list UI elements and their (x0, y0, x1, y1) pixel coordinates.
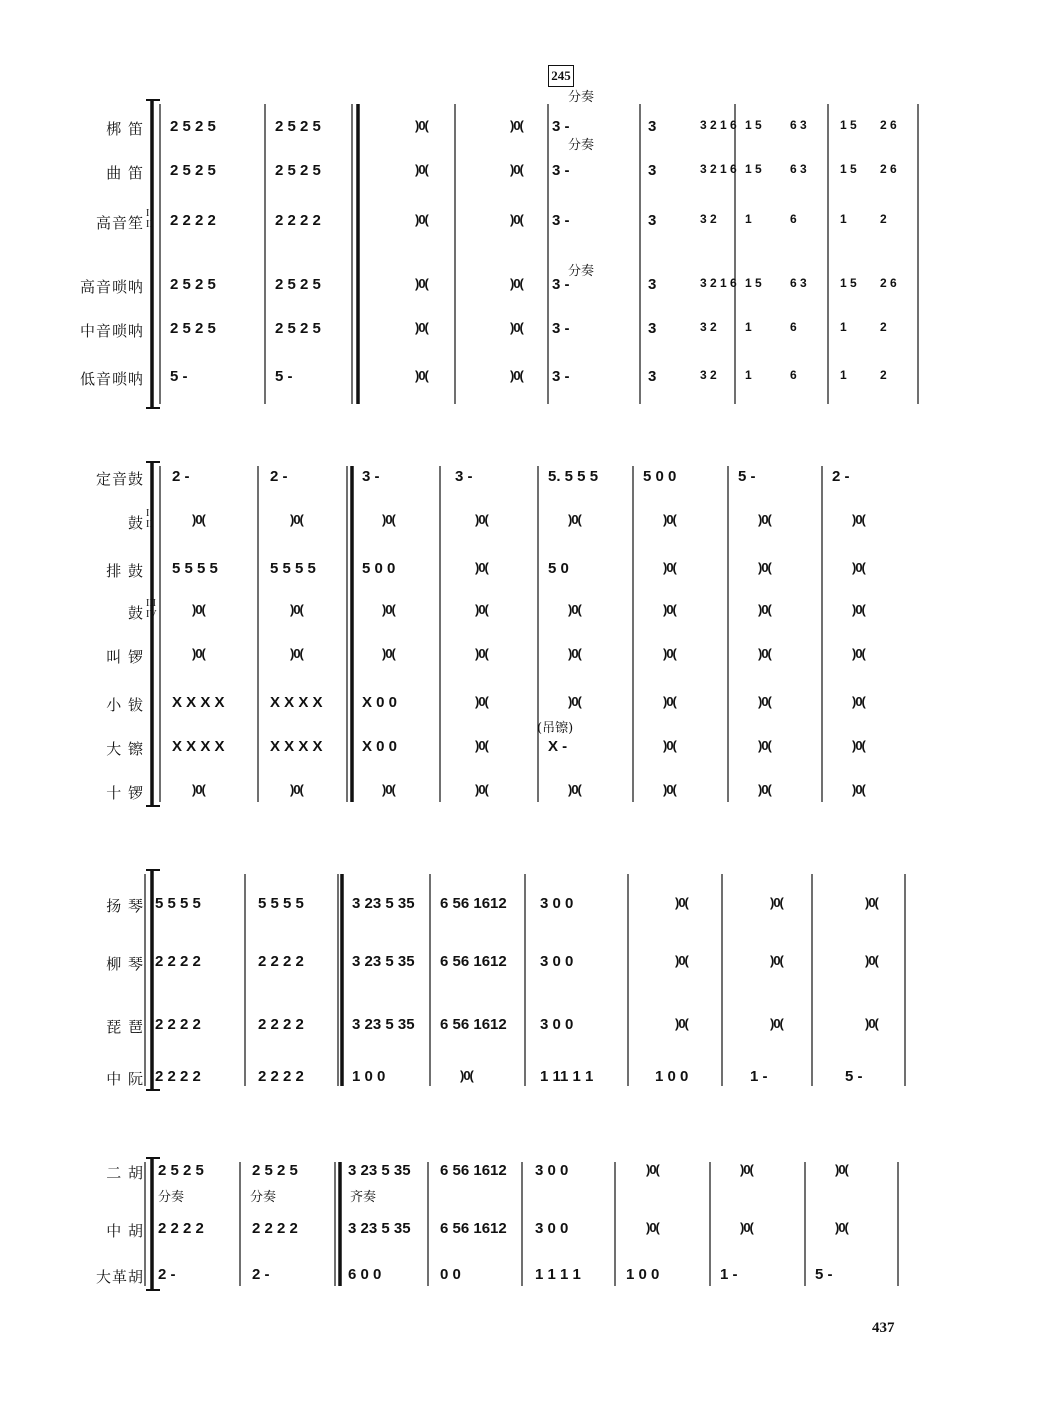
note-cell: 3 2 1 6 (700, 118, 737, 132)
instrument-part-number: I II (146, 508, 153, 530)
note-cell: 2 - (252, 1266, 270, 1283)
cymbal-marking: (吊镲) (537, 721, 574, 736)
note-cell: 3 0 0 (540, 895, 574, 912)
measure-rest: )0( (663, 560, 676, 575)
instrument-name: 梆 笛 (106, 120, 144, 138)
note-cell: 6 56 1612 (440, 1016, 507, 1033)
note-cell: 2 2 2 2 (158, 1220, 204, 1237)
measure-rest: )0( (510, 276, 523, 291)
note-cell: 3 23 5 35 (352, 1016, 415, 1033)
note-cell: 2 2 2 2 (155, 953, 201, 970)
note-cell: 3 (648, 118, 657, 135)
measure-rest: )0( (852, 512, 865, 527)
instrument-name: 排 鼓 (106, 562, 144, 580)
measure-rest: )0( (510, 320, 523, 335)
note-cell: 3 2 (700, 368, 717, 382)
measure-rest: )0( (415, 162, 428, 177)
measure-rest: )0( (835, 1162, 848, 1177)
note-cell: 3 - (455, 468, 473, 485)
measure-rest: )0( (568, 646, 581, 661)
measure-rest: )0( (382, 602, 395, 617)
measure-rest: )0( (475, 560, 488, 575)
measure-rest: )0( (865, 895, 878, 910)
note-cell: 2 5 2 5 (275, 276, 321, 293)
note-cell: 2 - (158, 1266, 176, 1283)
note-cell: 2 5 2 5 (170, 162, 216, 179)
note-cell: 6 3 (790, 276, 807, 290)
instrument-name: 定音鼓 (95, 470, 144, 488)
note-cell: 1 (745, 212, 752, 226)
rehearsal-mark: 245 (548, 65, 574, 87)
measure-rest: )0( (663, 512, 676, 527)
measure-rest: )0( (758, 694, 771, 709)
note-cell: 1 5 (745, 162, 762, 176)
divisi-marking: 分奏 (250, 1190, 277, 1205)
measure-rest: )0( (568, 694, 581, 709)
measure-rest: )0( (663, 782, 676, 797)
note-cell: 1 (840, 368, 847, 382)
note-cell: 3 2 1 6 (700, 162, 737, 176)
note-cell: 3 0 0 (535, 1162, 569, 1179)
note-cell: 3 - (552, 212, 570, 229)
note-cell: 6 56 1612 (440, 895, 507, 912)
note-cell: 3 2 (700, 212, 717, 226)
note-cell: 6 (790, 212, 797, 226)
note-cell: 1 5 (840, 118, 857, 132)
measure-rest: )0( (663, 694, 676, 709)
note-cell: 5 5 5 5 (270, 560, 316, 577)
note-cell: 6 (790, 368, 797, 382)
measure-rest: )0( (290, 782, 303, 797)
divisi-marking: 分奏 (158, 1190, 185, 1205)
measure-rest: )0( (865, 953, 878, 968)
measure-rest: )0( (415, 212, 428, 227)
note-cell: 3 (648, 368, 657, 385)
measure-rest: )0( (415, 368, 428, 383)
note-cell: 5. 5 5 5 (548, 468, 599, 485)
note-cell: 3 (648, 162, 657, 179)
measure-rest: )0( (740, 1162, 753, 1177)
note-cell: 1 5 (745, 276, 762, 290)
measure-rest: )0( (852, 782, 865, 797)
instrument-name: 中音唢呐 (79, 322, 144, 340)
page-number: 437 (872, 1320, 895, 1336)
note-cell: 2 6 (880, 118, 897, 132)
measure-rest: )0( (382, 646, 395, 661)
note-cell: X X X X (172, 738, 225, 755)
note-cell: 2 5 2 5 (275, 320, 321, 337)
divisi-marking: 分奏 (568, 90, 595, 105)
note-cell: 2 2 2 2 (258, 953, 304, 970)
instrument-name: 琵 琶 (106, 1018, 144, 1036)
instrument-name: 二 胡 (106, 1164, 144, 1182)
measure-rest: )0( (740, 1220, 753, 1235)
measure-rest: )0( (758, 738, 771, 753)
measure-rest: )0( (852, 560, 865, 575)
instrument-name: 低音唢呐 (79, 370, 144, 388)
measure-rest: )0( (663, 602, 676, 617)
measure-rest: )0( (758, 646, 771, 661)
note-cell: 2 5 2 5 (252, 1162, 298, 1179)
measure-rest: )0( (475, 738, 488, 753)
note-cell: 3 (648, 320, 657, 337)
measure-rest: )0( (510, 212, 523, 227)
note-cell: 2 5 2 5 (170, 276, 216, 293)
note-cell: 2 (880, 212, 887, 226)
measure-rest: )0( (475, 782, 488, 797)
note-cell: 2 - (270, 468, 288, 485)
note-cell: 2 6 (880, 162, 897, 176)
note-cell: 5 0 (548, 560, 569, 577)
measure-rest: )0( (852, 646, 865, 661)
measure-rest: )0( (290, 602, 303, 617)
note-cell: 3 23 5 35 (352, 895, 415, 912)
note-cell: 6 3 (790, 162, 807, 176)
note-cell: 1 (840, 212, 847, 226)
instrument-name: 鼓 (127, 514, 144, 532)
instrument-name: 高音唢呐 (79, 278, 144, 296)
measure-rest: )0( (382, 782, 395, 797)
note-cell: 1 (745, 320, 752, 334)
instrument-name: 大革胡 (95, 1268, 144, 1286)
measure-rest: )0( (646, 1162, 659, 1177)
note-cell: 3 - (362, 468, 380, 485)
note-cell: 1 5 (840, 276, 857, 290)
measure-rest: )0( (835, 1220, 848, 1235)
note-cell: 3 2 (700, 320, 717, 334)
measure-rest: )0( (382, 512, 395, 527)
instrument-name: 大 镲 (106, 740, 144, 758)
note-cell: 2 6 (880, 276, 897, 290)
note-cell: 3 - (552, 276, 570, 293)
instrument-part-number: I II (146, 208, 153, 230)
measure-rest: )0( (192, 646, 205, 661)
instrument-name: 中 阮 (106, 1070, 144, 1088)
measure-rest: )0( (663, 738, 676, 753)
note-cell: 2 2 2 2 (155, 1068, 201, 1085)
unison-marking: 齐奏 (350, 1190, 377, 1205)
note-cell: 3 0 0 (540, 953, 574, 970)
note-cell: 5 - (275, 368, 293, 385)
note-cell: 1 5 (840, 162, 857, 176)
note-cell: X X X X (270, 738, 323, 755)
instrument-name: 十 锣 (106, 784, 144, 802)
note-cell: 2 5 2 5 (170, 118, 216, 135)
note-cell: X X X X (172, 694, 225, 711)
instrument-name: 曲 笛 (106, 164, 144, 182)
note-cell: 3 - (552, 162, 570, 179)
note-cell: X - (548, 738, 568, 755)
instrument-name: 小 钹 (106, 696, 144, 714)
note-cell: 1 1 1 1 (535, 1266, 581, 1283)
measure-rest: )0( (510, 162, 523, 177)
instrument-name: 鼓 (127, 604, 144, 622)
note-cell: 6 56 1612 (440, 1220, 507, 1237)
measure-rest: )0( (510, 118, 523, 133)
note-cell: 0 0 (440, 1266, 461, 1283)
note-cell: 5 - (845, 1068, 863, 1085)
note-cell: 5 0 0 (643, 468, 677, 485)
note-cell: X X X X (270, 694, 323, 711)
measure-rest: )0( (290, 512, 303, 527)
note-cell: 6 56 1612 (440, 953, 507, 970)
note-cell: 1 0 0 (352, 1068, 386, 1085)
note-cell: 2 - (172, 468, 190, 485)
measure-rest: )0( (646, 1220, 659, 1235)
note-cell: 2 (880, 368, 887, 382)
measure-rest: )0( (192, 512, 205, 527)
note-cell: 3 - (552, 368, 570, 385)
measure-rest: )0( (568, 512, 581, 527)
note-cell: 5 - (815, 1266, 833, 1283)
note-cell: 6 3 (790, 118, 807, 132)
note-cell: X 0 0 (362, 738, 398, 755)
instrument-name: 扬 琴 (106, 897, 144, 915)
note-cell: 5 - (738, 468, 756, 485)
note-cell: 6 (790, 320, 797, 334)
measure-rest: )0( (290, 646, 303, 661)
divisi-marking: 分奏 (568, 138, 595, 153)
note-cell: 1 0 0 (626, 1266, 660, 1283)
note-cell: 1 (745, 368, 752, 382)
note-cell: 3 - (552, 118, 570, 135)
note-cell: 1 - (720, 1266, 738, 1283)
measure-rest: )0( (475, 602, 488, 617)
note-cell: 6 0 0 (348, 1266, 382, 1283)
measure-rest: )0( (852, 694, 865, 709)
measure-rest: )0( (475, 512, 488, 527)
instrument-name: 柳 琴 (106, 955, 144, 973)
instrument-name: 叫 锣 (106, 648, 144, 666)
note-cell: 2 - (832, 468, 850, 485)
measure-rest: )0( (460, 1068, 473, 1083)
note-cell: 1 5 (745, 118, 762, 132)
measure-rest: )0( (415, 118, 428, 133)
note-cell: 3 23 5 35 (348, 1220, 411, 1237)
instrument-name: 中 胡 (106, 1222, 144, 1240)
measure-rest: )0( (675, 953, 688, 968)
measure-rest: )0( (675, 895, 688, 910)
note-cell: 1 (840, 320, 847, 334)
instrument-name: 高音笙 (95, 214, 144, 232)
note-cell: 1 - (750, 1068, 768, 1085)
measure-rest: )0( (852, 738, 865, 753)
note-cell: X 0 0 (362, 694, 398, 711)
note-cell: 6 56 1612 (440, 1162, 507, 1179)
measure-rest: )0( (758, 782, 771, 797)
measure-rest: )0( (568, 602, 581, 617)
note-cell: 2 2 2 2 (170, 212, 216, 229)
note-cell: 1 11 1 1 (540, 1068, 594, 1085)
note-cell: 1 0 0 (655, 1068, 689, 1085)
measure-rest: )0( (770, 1016, 783, 1031)
measure-rest: )0( (758, 512, 771, 527)
note-cell: 5 - (170, 368, 188, 385)
note-cell: 3 23 5 35 (348, 1162, 411, 1179)
measure-rest: )0( (770, 953, 783, 968)
measure-rest: )0( (758, 602, 771, 617)
measure-rest: )0( (758, 560, 771, 575)
note-cell: 3 23 5 35 (352, 953, 415, 970)
note-cell: 3 (648, 276, 657, 293)
measure-rest: )0( (415, 276, 428, 291)
note-cell: 2 5 2 5 (158, 1162, 204, 1179)
note-cell: 2 5 2 5 (275, 162, 321, 179)
note-cell: 3 - (552, 320, 570, 337)
note-cell: 3 0 0 (540, 1016, 574, 1033)
measure-rest: )0( (415, 320, 428, 335)
measure-rest: )0( (510, 368, 523, 383)
measure-rest: )0( (865, 1016, 878, 1031)
measure-rest: )0( (663, 646, 676, 661)
measure-rest: )0( (475, 694, 488, 709)
note-cell: 5 0 0 (362, 560, 396, 577)
note-cell: 2 5 2 5 (170, 320, 216, 337)
note-cell: 3 0 0 (535, 1220, 569, 1237)
note-cell: 2 2 2 2 (252, 1220, 298, 1237)
measure-rest: )0( (192, 602, 205, 617)
note-cell: 2 2 2 2 (275, 212, 321, 229)
note-cell: 3 (648, 212, 657, 229)
measure-rest: )0( (675, 1016, 688, 1031)
note-cell: 2 5 2 5 (275, 118, 321, 135)
measure-rest: )0( (475, 646, 488, 661)
measure-rest: )0( (770, 895, 783, 910)
note-cell: 2 2 2 2 (155, 1016, 201, 1033)
measure-rest: )0( (568, 782, 581, 797)
note-cell: 5 5 5 5 (172, 560, 218, 577)
note-cell: 5 5 5 5 (155, 895, 201, 912)
measure-rest: )0( (192, 782, 205, 797)
note-cell: 2 2 2 2 (258, 1068, 304, 1085)
note-cell: 5 5 5 5 (258, 895, 304, 912)
instrument-part-number: III IV (146, 598, 157, 620)
note-cell: 3 2 1 6 (700, 276, 737, 290)
note-cell: 2 2 2 2 (258, 1016, 304, 1033)
note-cell: 2 (880, 320, 887, 334)
divisi-marking: 分奏 (568, 264, 595, 279)
measure-rest: )0( (852, 602, 865, 617)
